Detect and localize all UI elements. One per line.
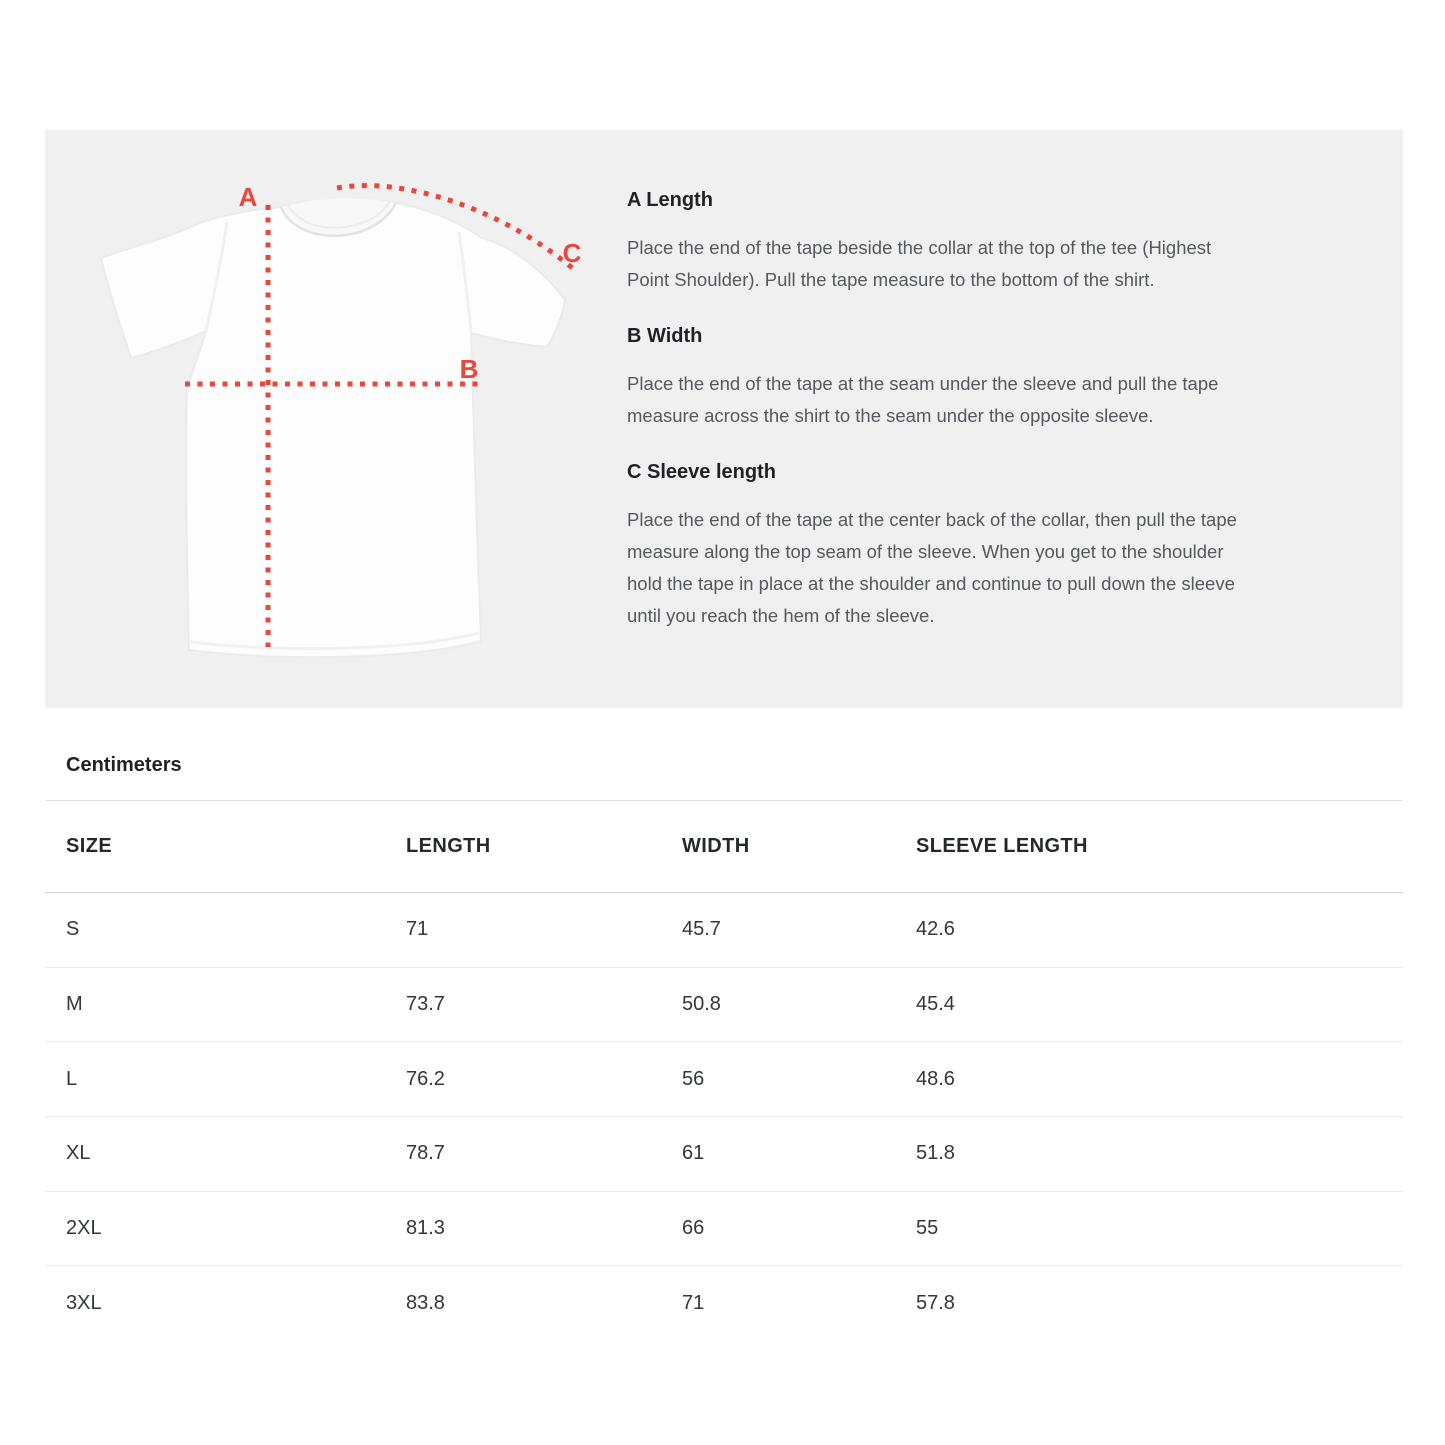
column-header-width: WIDTH <box>682 835 750 857</box>
unit-heading: Centimeters <box>66 754 182 776</box>
sleeve-length-cell: 45.4 <box>916 993 955 1016</box>
sleeve-length-cell: 51.8 <box>916 1142 955 1165</box>
width-cell: 61 <box>682 1142 705 1165</box>
table-row-m <box>45 967 1403 1042</box>
length-section-title: A Length <box>627 189 713 211</box>
width-cell: 71 <box>682 1292 705 1315</box>
table-row-3xl <box>45 1266 1403 1341</box>
diagram-label-a: A <box>238 182 258 212</box>
sleeve-length-cell: 42.6 <box>916 918 955 941</box>
column-header-length: LENGTH <box>406 835 491 857</box>
size-cell: 2XL <box>66 1217 102 1240</box>
measure-instructions <box>627 186 1367 632</box>
text-line: Place the end of the tape at the seam under the sleeve and pull the tape <box>627 373 1219 394</box>
sleeve-section-text <box>627 504 1367 632</box>
size-cell: XL <box>66 1142 91 1165</box>
diagram-label-c: C <box>562 238 582 268</box>
table-row-2xl <box>45 1191 1403 1266</box>
width-cell: 56 <box>682 1067 705 1090</box>
sleeve-length-cell: 55 <box>916 1217 939 1240</box>
size-chart-table <box>45 800 1403 1341</box>
measuring-guide-panel <box>45 130 1403 708</box>
sleeve-section-title: C Sleeve length <box>627 461 776 483</box>
tshirt-diagram-svg <box>85 150 620 700</box>
text-line: Place the end of the tape beside the collar at the top of the tee (Highest <box>627 237 1212 258</box>
size-cell: 3XL <box>66 1292 102 1315</box>
width-cell: 66 <box>682 1217 705 1240</box>
tshirt-measure-diagram <box>85 150 620 700</box>
size-chart-header-row <box>45 801 1403 893</box>
text-line: hold the tape in place at the shoulder and continue to pull down the sleeve <box>627 573 1235 594</box>
column-header-size: SIZE <box>66 835 113 857</box>
width-section-title: B Width <box>627 325 703 347</box>
width-cell: 50.8 <box>682 993 721 1016</box>
diagram-label-b: B <box>459 354 479 384</box>
length-cell: 73.7 <box>406 993 445 1016</box>
sleeve-length-cell: 57.8 <box>916 1292 955 1315</box>
length-section-text <box>627 232 1367 296</box>
sleeve-length-cell: 48.6 <box>916 1067 955 1090</box>
tshirt-shape <box>101 199 565 657</box>
text-line: Point Shoulder). Pull the tape measure to the bottom of the shirt. <box>627 269 1155 290</box>
text-line: measure across the shirt to the seam under the opposite sleeve. <box>627 405 1154 426</box>
length-cell: 76.2 <box>406 1067 445 1090</box>
text-line: Place the end of the tape at the center back of the collar, then pull the tape <box>627 509 1237 530</box>
size-cell: L <box>66 1067 78 1090</box>
length-cell: 71 <box>406 918 429 941</box>
table-row-l <box>45 1042 1403 1117</box>
column-header-sleeve-length: SLEEVE LENGTH <box>916 835 1088 857</box>
width-section-text <box>627 368 1367 432</box>
width-cell: 45.7 <box>682 918 721 941</box>
length-cell: 83.8 <box>406 1292 445 1315</box>
table-row-s <box>45 893 1403 968</box>
size-cell: M <box>66 993 83 1016</box>
text-line: until you reach the hem of the sleeve. <box>627 605 935 626</box>
size-cell: S <box>66 918 80 941</box>
length-cell: 81.3 <box>406 1217 445 1240</box>
text-line: measure along the top seam of the sleeve. When you get to the shoulder <box>627 541 1224 562</box>
length-cell: 78.7 <box>406 1142 445 1165</box>
table-row-xl <box>45 1117 1403 1192</box>
